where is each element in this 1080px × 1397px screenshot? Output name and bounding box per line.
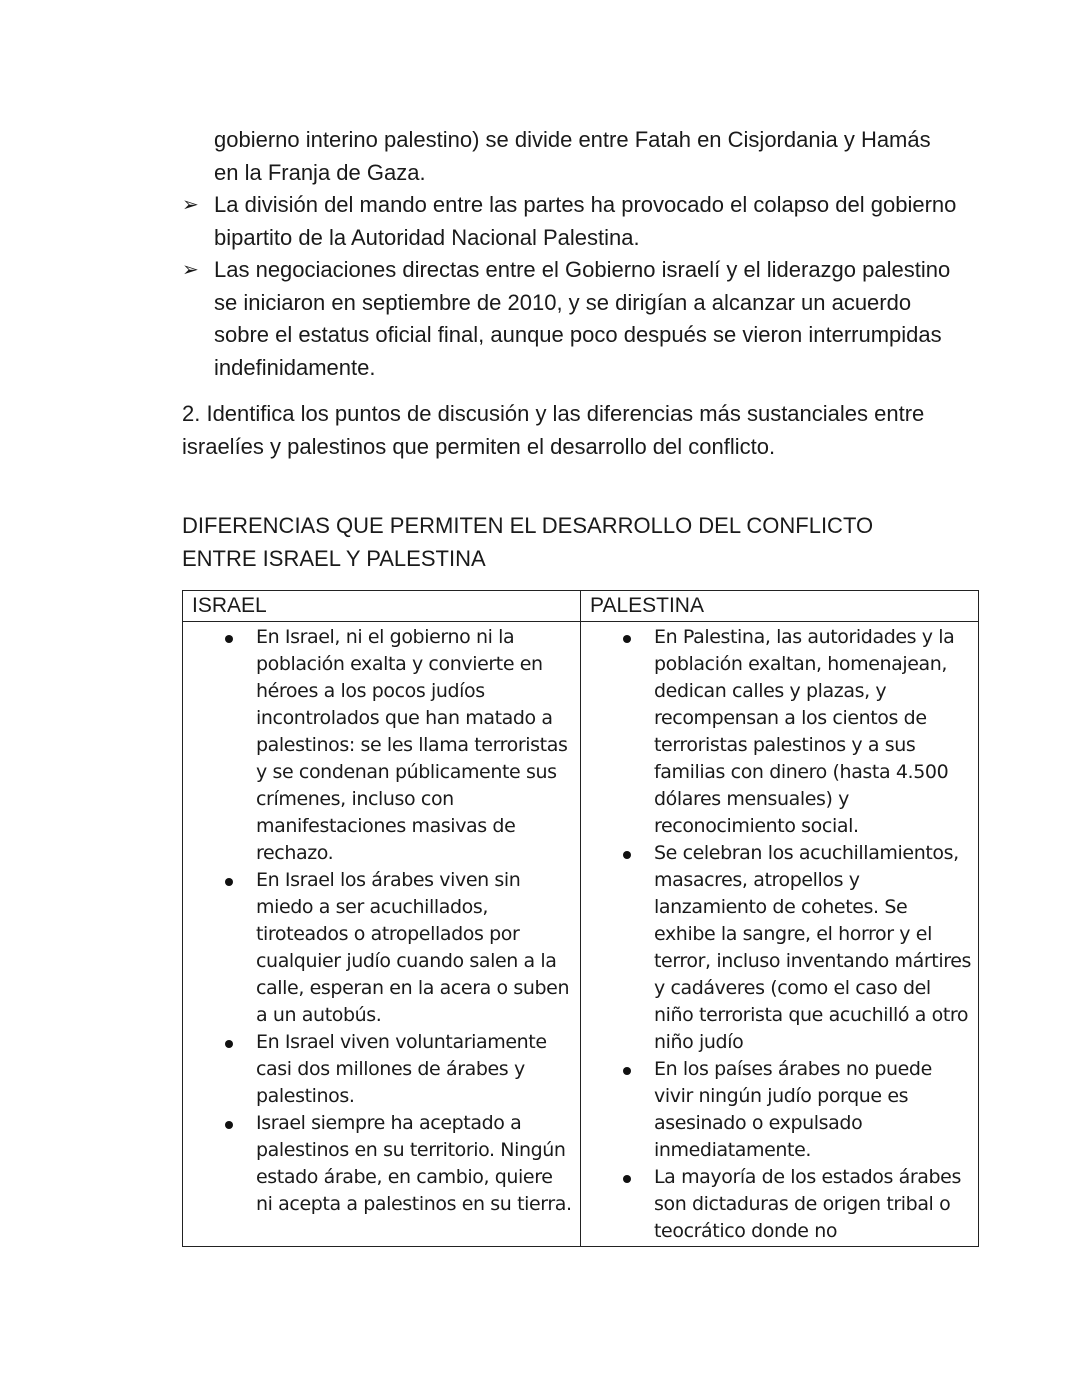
bullet-dot-icon [225,635,233,643]
list-item [183,624,580,867]
list-item [581,1164,978,1245]
palestina-point: En Palestina, las autoridades y la población exaltan, homenajean, dedican calles y plazas, y recompensan a los cientos de terroristas palestinos y a sus familias con dinero (hasta 4.500 dólares mensuales) y reconocimiento social. [654,626,955,837]
bullet-dot-icon [225,878,233,886]
continuation-paragraph: gobierno interino palestino) se divide entre Fatah en Cisjordania y Hamás en la Franja de Gaza. [214,127,931,185]
list-item [182,189,962,254]
differences-table [182,590,979,1247]
palestina-list [581,624,978,1245]
palestina-cell [581,622,979,1247]
arrow-bullet-icon: ➢ [182,259,199,281]
table-row [183,622,979,1247]
israel-point: Israel siempre ha aceptado a palestinos en su territorio. Ningún estado árabe, en cambio, quiere ni acepta a palestinos en su tierra. [256,1112,572,1215]
bullet-text: La división del mando entre las partes ha provocado el colapso del gobierno bipartito de la Autoridad Nacional Palestina. [214,192,957,250]
israel-list [183,624,580,1218]
israel-point: En Israel los árabes viven sin miedo a ser acuchillados, tiroteados o atropellados por cualquier judío cuando salen a la calle, esperan en la acera o suben a un autobús. [256,869,570,1026]
bullet-text: Las negociaciones directas entre el Gobierno israelí y el liderazgo palestino se iniciaron en septiembre de 2010, y se dirigían a alcanzar un acuerdo sobre el estatus oficial final, aunque poco después se vieron interrumpidas indefinidamente. [214,257,951,380]
question-paragraph: 2. Identifica los puntos de discusión y las diferencias más sustanciales entre israelíes y palestinos que permiten el desarrollo del conflicto. [182,401,925,459]
list-item [183,867,580,1029]
list-item [581,1056,978,1164]
israel-point: En Israel viven voluntariamente casi dos millones de árabes y palestinos. [256,1031,547,1107]
bullet-dot-icon [623,851,631,859]
israel-point: En Israel, ni el gobierno ni la población exalta y convierte en héroes a los pocos judíos incontrolados que han matado a palestinos: se les llama terroristas y se condenan públicamente sus crímenes, incluso con manifestaciones masivas de rechazo. [256,626,568,864]
list-item [581,840,978,1056]
palestina-point: Se celebran los acuchillamientos, masacres, atropellos y lanzamiento de cohetes. Se exhibe la sangre, el horror y el terror, incluso inventando mártires y cadáveres (como el caso del niño terrorista que acuchilló a otro niño judío [654,842,972,1053]
arrow-bullet-list [182,189,962,384]
palestina-point: La mayoría de los estados árabes son dictaduras de origen tribal o teocrático donde no [654,1166,961,1242]
list-item [581,624,978,840]
list-item [182,254,962,384]
arrow-bullet-icon: ➢ [182,194,199,216]
section-heading: DIFERENCIAS QUE PERMITEN EL DESARROLLO DEL CONFLICTO ENTRE ISRAEL Y PALESTINA [182,513,874,571]
list-item [183,1110,580,1218]
bullet-dot-icon [623,1067,631,1075]
bullet-dot-icon [623,635,631,643]
table-header-row [183,591,979,622]
header-israel: ISRAEL [183,591,581,622]
list-item [183,1029,580,1110]
bullet-dot-icon [225,1040,233,1048]
israel-cell [183,622,581,1247]
bullet-dot-icon [623,1175,631,1183]
header-palestina: PALESTINA [581,591,979,622]
bullet-dot-icon [225,1121,233,1129]
palestina-point: En los países árabes no puede vivir ningún judío porque es asesinado o expulsado inmediatamente. [654,1058,932,1161]
